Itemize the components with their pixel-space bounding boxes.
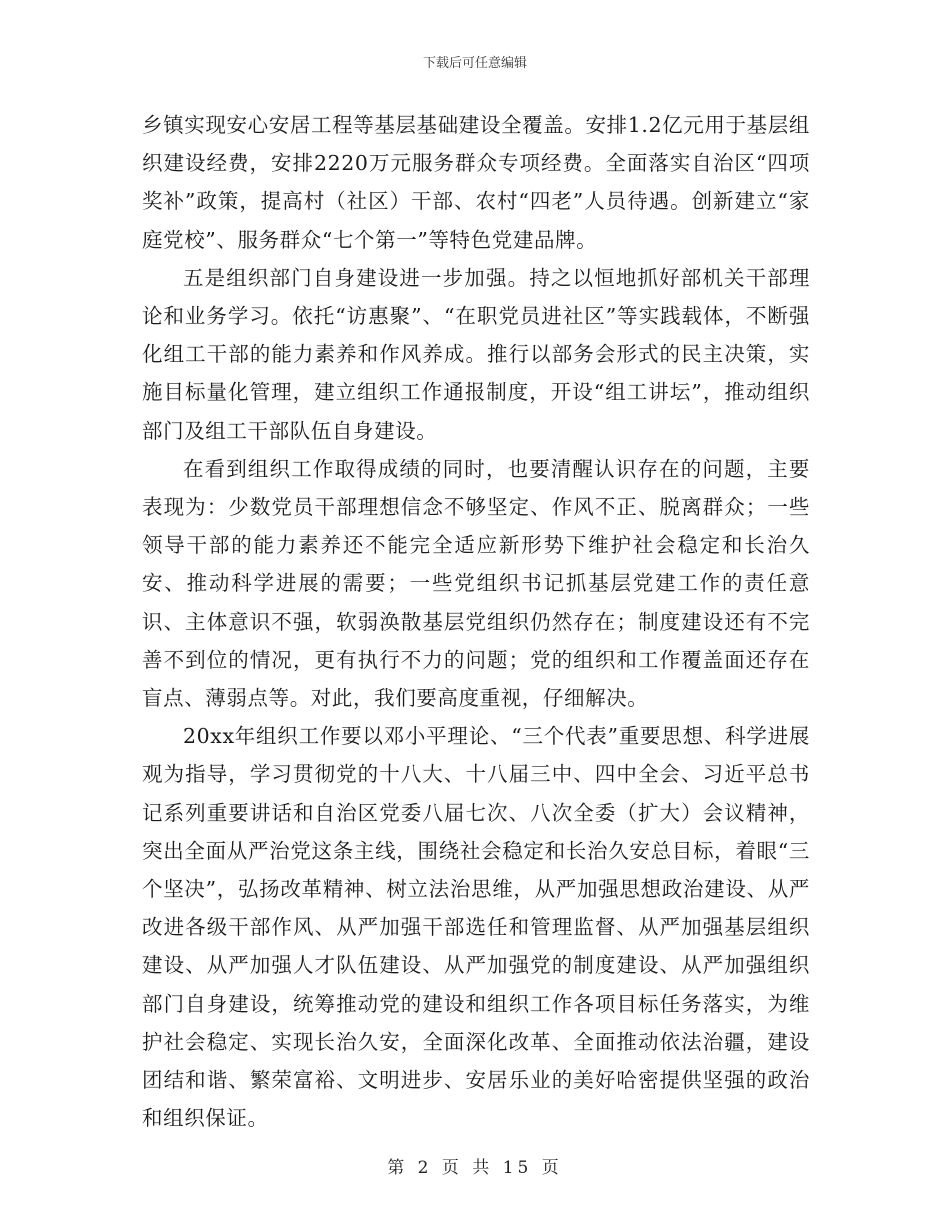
paragraph-3: 在看到组织工作取得成绩的同时，也要清醒认识存在的问题，主要表现为：少数党员干部理想信念不够坚定、作风不正、脱离群众；一些领导干部的能力素养还不能完全适应新形势下维护社会稳定和长治久安、推动科学进展的需要；一些党组织书记抓基层党建工作的责任意识、主体意识不强，软弱涣散基层党组织仍然存在；制度建设还有不完善不到位的情况，更有执行不力的问题；党的组织和工作覆盖面还存在盲点、薄弱点等。对此，我们要高度重视，仔细解决。 bbox=[142, 456, 810, 711]
page-footer: 第 2 页 共 15 页 bbox=[387, 1158, 563, 1178]
document-body bbox=[142, 106, 810, 1137]
paragraph-4: 20xx年组织工作要以邓小平理论、“三个代表”重要思想、科学进展观为指导，学习贯彻党的十八大、十八届三中、四中全会、习近平总书记系列重要讲话和自治区党委八届七次、八次全委（扩大）会议精神，突出全面从严治党这条主线，围绕社会稳定和长治久安总目标，着眼“三个坚决”，弘扬改革精神、树立法治思维，从严加强思想政治建设、从严改进各级干部作风、从严加强干部选任和管理监督、从严加强基层组织建设、从严加强人才队伍建设、从严加强党的制度建设、从严加强组织部门自身建设，统筹推动党的建设和组织工作各项目标任务落实，为维护社会稳定、实现长治久安，全面深化改革、全面推动依法治疆，建设团结和谐、繁荣富裕、文明进步、安居乐业的美好哈密提供坚强的政治和组织保证。 bbox=[142, 724, 810, 1131]
page-header: 下载后可任意编辑 bbox=[422, 56, 527, 71]
paragraph-2: 五是组织部门自身建设进一步加强。持之以恒地抓好部机关干部理论和业务学习。依托“访惠聚”、“在职党员进社区”等实践载体，不断强化组工干部的能力素养和作风养成。推行以部务会形式的民主决策，实施目标量化管理，建立组织工作通报制度，开设“组工讲坛”，推动组织部门及组工干部队伍自身建设。 bbox=[142, 265, 810, 443]
paragraph-1: 乡镇实现安心安居工程等基层基础建设全覆盖。安排1.2亿元用于基层组织建设经费，安排2220万元服务群众专项经费。全面落实自治区“四项奖补”政策，提高村（社区）干部、农村“四老”人员待遇。创新建立“家庭党校”、服务群众“七个第一”等特色党建品牌。 bbox=[142, 113, 810, 252]
